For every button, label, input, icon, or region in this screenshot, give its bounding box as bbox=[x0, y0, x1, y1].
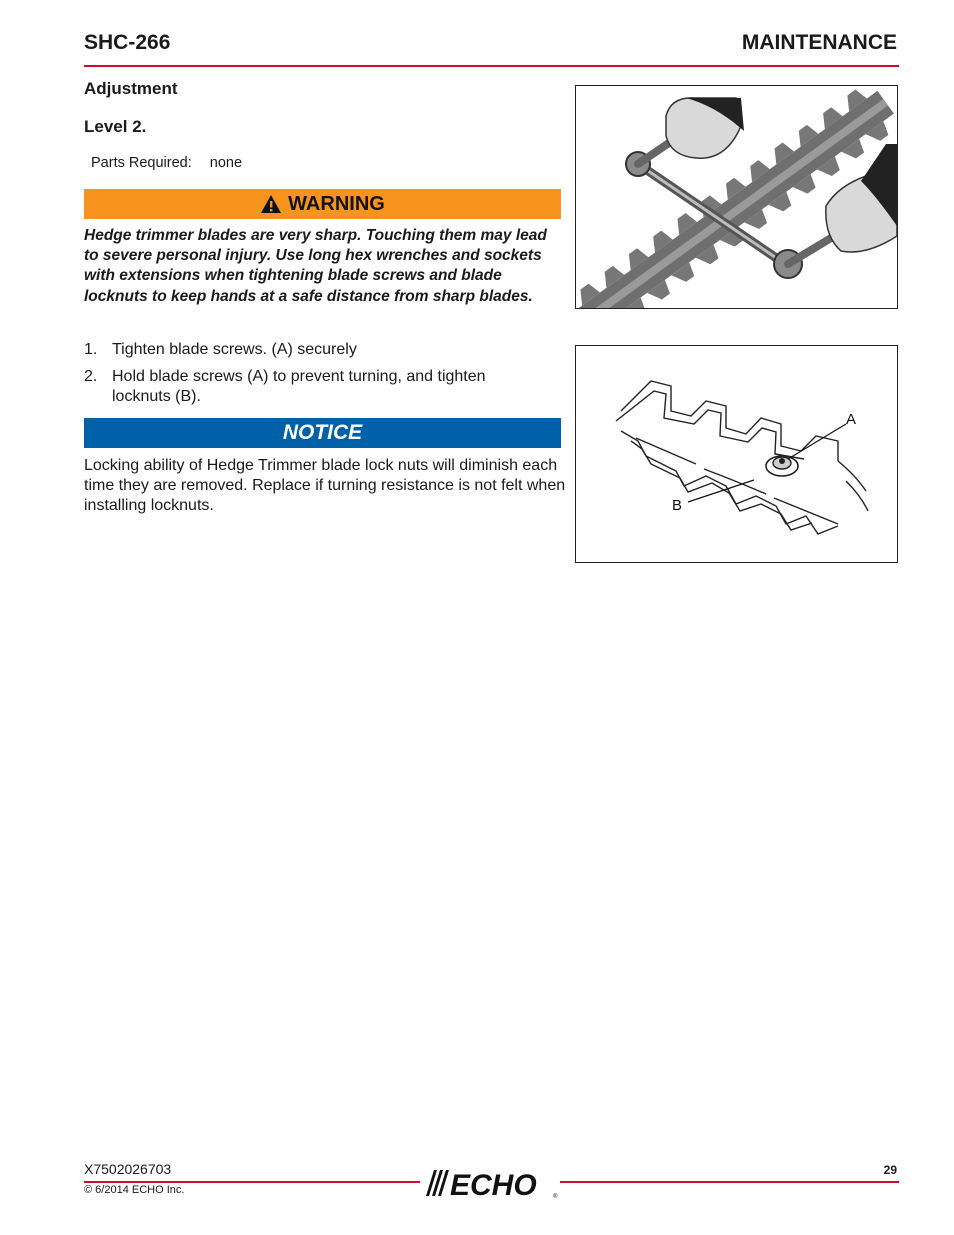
notice-banner bbox=[84, 418, 561, 448]
notice-label: NOTICE bbox=[282, 421, 363, 444]
hedge-trimmer-photo bbox=[575, 85, 898, 309]
step-text: Tighten blade screws. (A) securely bbox=[112, 341, 357, 358]
page-number: 29 bbox=[883, 1163, 897, 1177]
page-title: Adjustment bbox=[84, 79, 178, 98]
copyright: © 6/2014 ECHO Inc. bbox=[84, 1184, 185, 1196]
warning-label: WARNING bbox=[288, 192, 385, 215]
echo-logo bbox=[420, 1166, 560, 1200]
step-number: 1. bbox=[84, 341, 98, 358]
step-item bbox=[84, 367, 544, 411]
document-number: X7502026703 bbox=[84, 1161, 172, 1177]
header-rule bbox=[84, 65, 899, 67]
logo-text: ECHO bbox=[450, 1169, 537, 1200]
step-item bbox=[84, 340, 544, 362]
warning-triangle-icon bbox=[260, 194, 282, 214]
callout-b: B bbox=[672, 497, 683, 514]
model-name: SHC-266 bbox=[84, 31, 171, 54]
blade-line-drawing bbox=[576, 346, 897, 562]
notice-text: Locking ability of Hedge Trimmer blade lock nuts will diminish each time they are removed. Replace if turning resistance is not felt when installing locknuts. bbox=[84, 457, 566, 514]
svg-text:®: ® bbox=[553, 1194, 558, 1200]
parts-label: Parts Required: bbox=[91, 155, 192, 171]
section-title: MAINTENANCE bbox=[741, 31, 897, 54]
parts-required bbox=[91, 155, 242, 171]
warning-text: Hedge trimmer blades are very sharp. Touching them may lead to severe personal injury. Use long hex wrenches and sockets with extensions when tightening blade screws and blade locknuts to keep hands at a safe distance from sharp blades. bbox=[84, 227, 547, 305]
parts-value: none bbox=[209, 155, 243, 171]
wrench-photo-illustration bbox=[576, 86, 897, 308]
footer-rule bbox=[84, 1181, 424, 1183]
step-number: 2. bbox=[84, 368, 98, 385]
callout-a: A bbox=[846, 411, 857, 428]
footer-rule bbox=[556, 1181, 899, 1183]
step-text: Hold blade screws (A) to prevent turning, and tighten locknuts (B). bbox=[112, 368, 486, 405]
level-heading: Level 2. bbox=[84, 117, 147, 136]
blade-diagram bbox=[575, 345, 898, 563]
warning-banner bbox=[84, 189, 561, 219]
